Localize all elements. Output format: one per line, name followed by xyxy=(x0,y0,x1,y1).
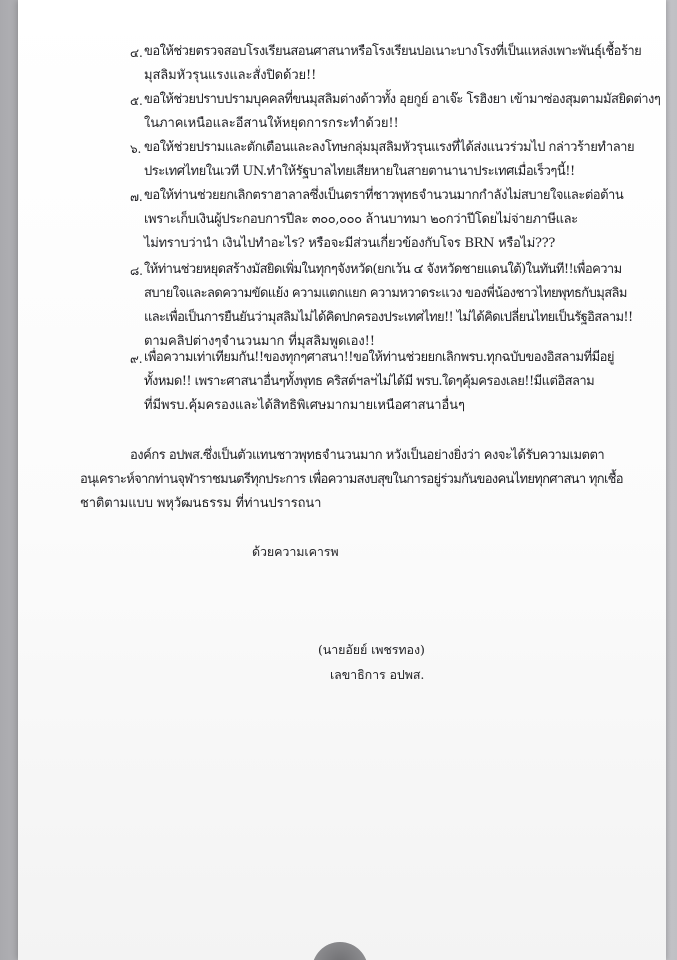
item-line: ไม่ทราบว่านำ เงินไปทำอะไร? หรือจะมีส่วนเกี่ยวข้องกับโจร BRN หรือไม่??? xyxy=(144,236,556,251)
paragraph-line: อนุเคราะห์จากท่านจุฬาราชมนตรีทุกประการ เพื่อความสงบสุขในการอยู่ร่วมกันของคนไทยทุกศาสนา ทุกเชื้อ xyxy=(80,472,623,487)
item-number: ๙. xyxy=(130,352,143,366)
signatory-name: (นายอัยย์ เพชรทอง) xyxy=(318,642,425,657)
item-line: มุสลิมหัวรุนแรงและสั่งปิดด้วย!! xyxy=(144,68,317,83)
item-line: ประเทศไทยในเวที UN.ทำให้รัฐบาลไทยเสียหายในสายตานานาประเทศเมื่อเร็วๆนี้!! xyxy=(144,164,575,179)
item-line: ขอให้ช่วยปราบปรามบุคคลที่ขนมุสลิมต่างด้าวทั้ง อุยกูย์ อาเจ๊ะ โรฮิงยา เข้ามาซ่องสุมตามมัสยิดต่างๆ xyxy=(144,92,661,107)
item-line: ขอให้ช่วยตรวจสอบโรงเรียนสอนศาสนาหรือโรงเรียนปอเนาะบางโรงที่เป็นแหล่งเพาะพันธุ์เชื้อร้าย xyxy=(144,44,642,59)
signatory-title: เลขาธิการ อปพส. xyxy=(330,667,425,682)
item-line: เพราะเก็บเงินผู้ประกอบการปีละ ๓๐๐,๐๐๐ ล้านบาทมา ๒๐กว่าปีโดยไม่จ่ายภาษีและ xyxy=(144,212,578,227)
item-line: สบายใจและลดความขัดแย้ง ความแตกแยก ความหวาดระแวง ของพี่น้องชาวไทยพุทธกับมุสลิม xyxy=(144,286,627,301)
item-number: ๗. xyxy=(130,190,143,204)
item-line: เพื่อความเท่าเทียมกัน!!ของทุกๆศาสนา!!ขอให้ท่านช่วยยกเลิกพรบ.ทุกฉบับของอิสลามที่มีอยู่ xyxy=(144,350,614,365)
item-number: ๕. xyxy=(130,94,143,108)
paragraph-line: องค์กร อปพส.ซึ่งเป็นตัวแทนชาวพุทธจำนวนมาก หวังเป็นอย่างยิ่งว่า คงจะได้รับความเมตตา xyxy=(130,448,605,463)
paragraph-line: ชาติตามแบบ พหุวัฒนธรรม ที่ท่านปรารถนา xyxy=(80,496,322,511)
item-line: ให้ท่านช่วยหยุดสร้างมัสยิดเพิ่มในทุกๆจังหวัด(ยกเว้น ๔ จังหวัดชายแดนใต้)ในทันที!!เพื่อความ xyxy=(144,262,622,277)
item-line: และเพื่อเป็นการยืนยันว่ามุสลิมไม่ได้คิดปกครองประเทศไทย!! ไม่ได้คิดเปลี่ยนไทยเป็นรัฐอิสลาม!! xyxy=(144,310,633,325)
item-line: ที่มีพรบ.คุ้มครองและได้สิทธิพิเศษมากมายเหนือศาสนาอื่นๆ xyxy=(144,398,465,413)
item-number: ๘. xyxy=(130,264,143,278)
item-line: ขอให้ท่านช่วยยกเลิกตราฮาลาลซึ่งเป็นตราที่ชาวพุทธจำนวนมากกำลังไม่สบายใจและต่อต้าน xyxy=(144,188,624,203)
salutation: ด้วยความเคารพ xyxy=(252,544,339,559)
item-number: ๔. xyxy=(130,46,143,60)
document-page xyxy=(18,0,666,960)
item-line: ขอให้ช่วยปรามและตักเตือนและลงโทษกลุ่มมุสลิมหัวรุนแรงที่ได้ส่งแนวร่วมไป กล่าวร้ายทำลาย xyxy=(144,140,635,155)
item-line: ในภาคเหนือและอีสานให้หยุดการกระทำด้วย!! xyxy=(144,116,399,131)
item-line: ทั้งหมด!! เพราะศาสนาอื่นๆทั้งพุทธ คริสต์ฯลฯไม่ได้มี พรบ.ใดๆคุ้มครองเลย!!มีแต่อิสลาม xyxy=(144,374,595,389)
item-number: ๖. xyxy=(130,142,142,156)
item-line: ตามคลิปต่างๆจำนวนมาก ที่มุสลิมพูดเอง!! xyxy=(144,334,375,349)
